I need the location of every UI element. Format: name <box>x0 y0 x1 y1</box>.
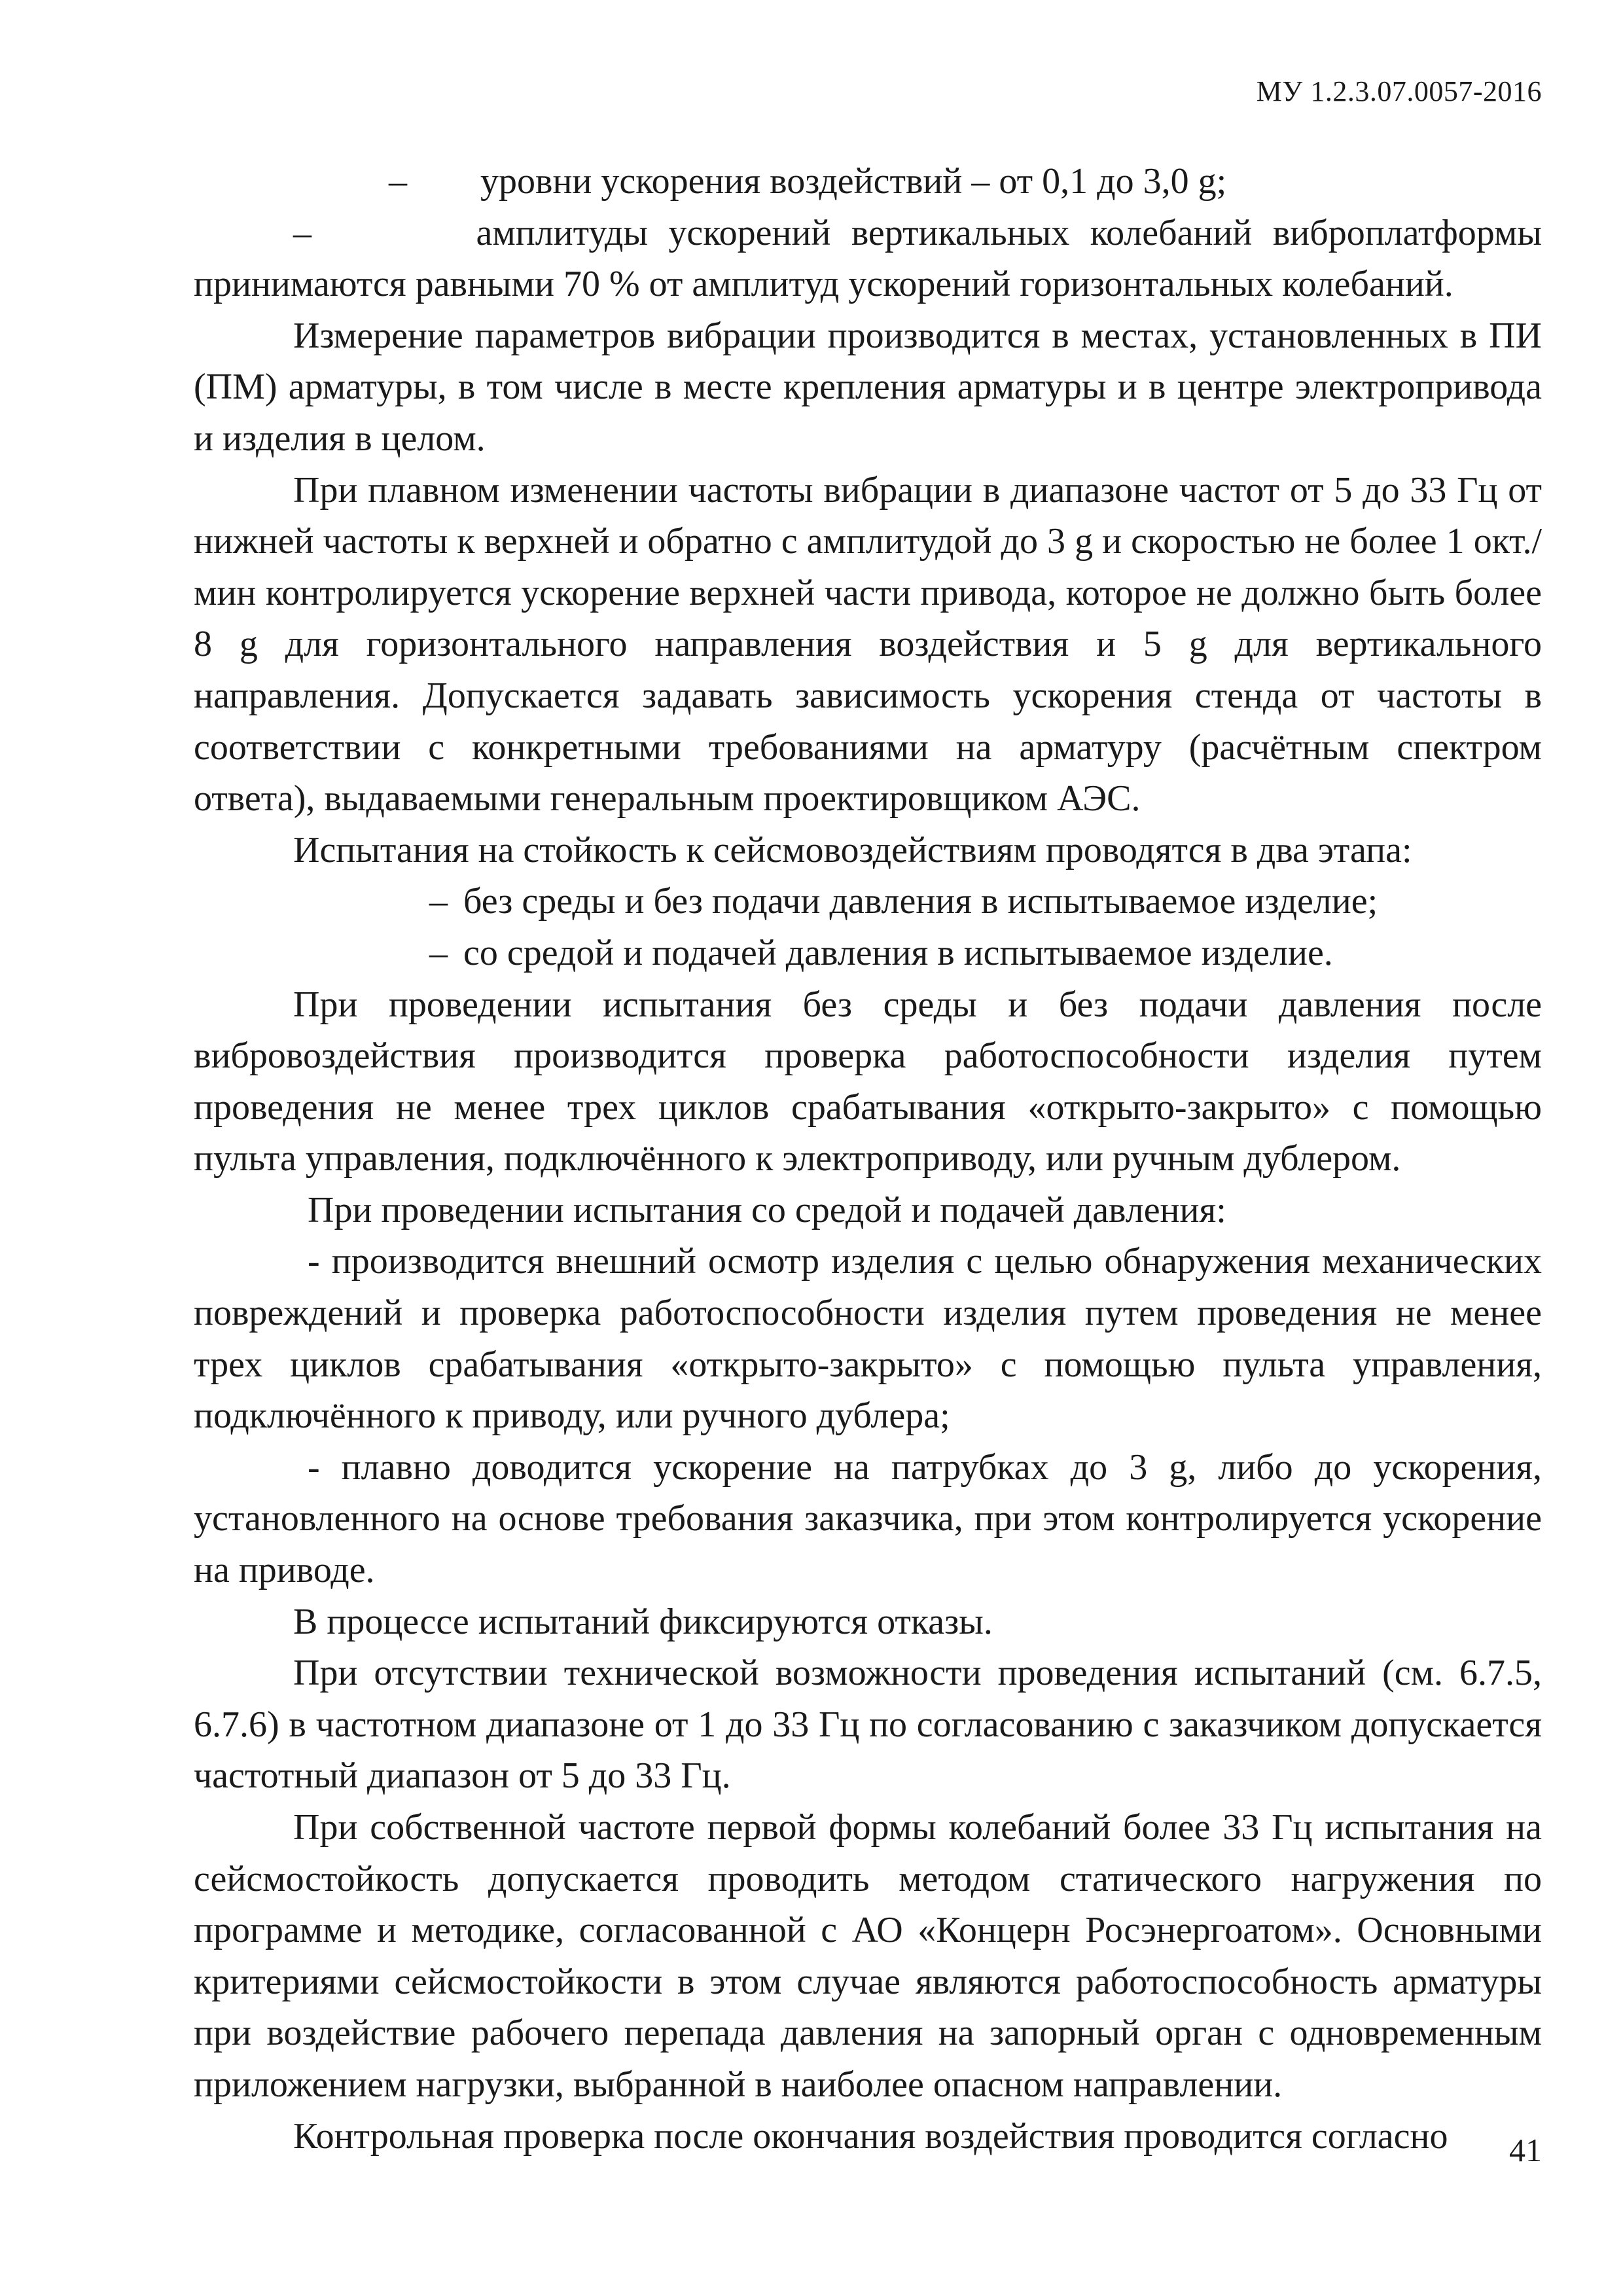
list-item-stage-dry <box>194 876 1542 927</box>
paragraph-static-loading: При собственной частоте первой формы колебаний более 33 Гц испытания на сейсмостойкость допускается проводить методом статического нагружения по программе и методике, согласованной с АО «Концерн Росэнергоатом». Основными критериями сейсмостойкости в этом случае являются работоспособность арматуры при воздействие рабочего перепада давления на запорный орган с одновременным приложением нагрузки, выбранной в наиболее опасном направлении. <box>194 1807 1542 2105</box>
paragraph-wet-test-intro: При проведении испытания со средой и подачей давления: <box>308 1189 1226 1230</box>
list-item-text: без среды и без подачи давления в испытываемое изделие; <box>463 881 1378 922</box>
list-item-visual-inspection: - производится внешний осмотр изделия с целью обнаружения механических повреждений и проверка работоспособности изделия путем проведения не менее трех циклов срабатывания «открыто-закрыто» с помощью пульта управления, подключённого к приводу, или ручного дублера; <box>194 1241 1542 1437</box>
page-number: 41 <box>1509 2132 1542 2168</box>
list-item-stage-wet <box>194 927 1542 979</box>
list-item-text: со средой и подачей давления в испытываемое изделие. <box>463 932 1333 973</box>
paragraph-failures: В процессе испытаний фиксируются отказы. <box>293 1601 993 1642</box>
dash-bullet: – <box>389 161 407 202</box>
page-body <box>194 156 1542 2162</box>
list-item-vertical-amplitudes <box>194 207 1542 310</box>
list-item-text: уровни ускорения воздействий – от 0,1 до 3,0 g; <box>480 161 1227 202</box>
dash-bullet: – <box>429 881 448 922</box>
paragraph-control-check: Контрольная проверка после окончания воздействия проводится согласно <box>293 2115 1448 2157</box>
dash-bullet: – <box>429 932 448 973</box>
paragraph-dry-test: При проведении испытания без среды и без подачи давления после вибровоздействия производится проверка работоспособности изделия путем проведения не менее трех циклов срабатывания «открыто-закрыто» с помощью пульта управления, подключённого к электроприводу, или ручным дублером. <box>194 984 1542 1179</box>
paragraph-frequency-sweep: При плавном изменении частоты вибрации в диапазоне частот от 5 до 33 Гц от нижней частоты к верхней и обратно с амплитудой до 3 g и скоростью не более 1 окт./мин контролируется ускорение верхней части привода, которое не должно быть более 8 g для горизонтального направления воздействия и 5 g для вертикального направления. Допускается задавать зависимость ускорения стенда от частоты в соответствии с конкретными требованиями на арматуру (расчётным спектром ответа), выдаваемыми генеральным проектировщиком АЭС. <box>194 469 1542 819</box>
document-code-header: МУ 1.2.3.07.0057-2016 <box>1256 75 1542 107</box>
list-item-text: амплитуды ускорений вертикальных колебаний виброплатформы принимаются равными 70 % от амплитуд ускорений горизонтальных колебаний. <box>194 212 1543 305</box>
paragraph-frequency-range: При отсутствии технической возможности проведения испытаний (см. 6.7.5, 6.7.6) в частотном диапазоне от 1 до 33 Гц по согласованию с заказчиком допускается частотный диапазон от 5 до 33 Гц. <box>194 1653 1542 1797</box>
dash-bullet: – <box>293 212 312 253</box>
paragraph-test-stages: Испытания на стойкость к сейсмовоздействиям проводятся в два этапа: <box>293 829 1412 870</box>
list-item-acceleration-ramp: - плавно доводится ускорение на патрубках до 3 g, либо до ускорения, установленного на основе требования заказчика, при этом контролируется ускорение на приводе. <box>194 1446 1542 1591</box>
paragraph-measurement: Измерение параметров вибрации производится в местах, установленных в ПИ (ПМ) арматуры, в том числе в месте крепления арматуры и в центре электропривода и изделия в целом. <box>194 315 1542 459</box>
list-item-acceleration-levels <box>194 156 1542 207</box>
